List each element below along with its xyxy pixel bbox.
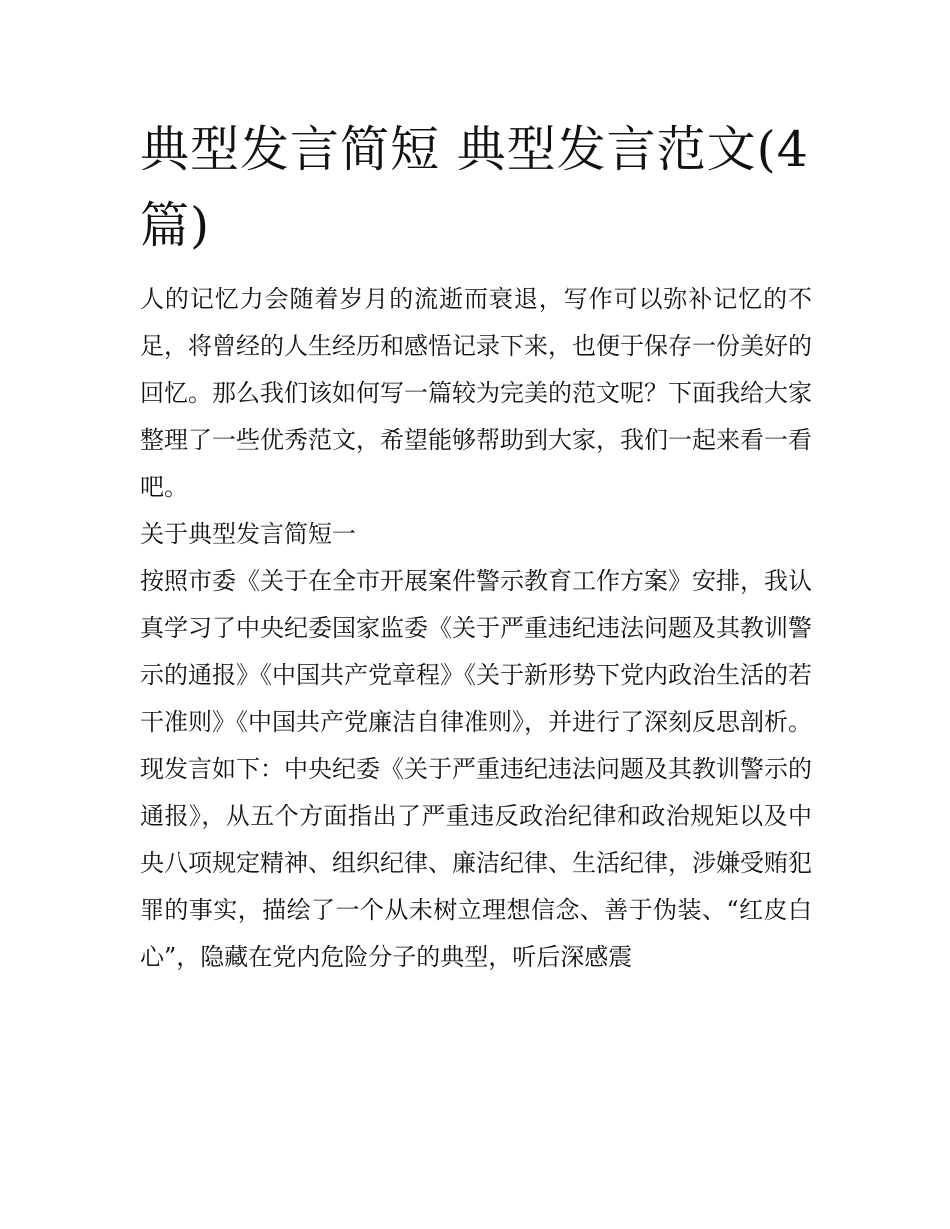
- section-heading: 关于典型发言简短一: [140, 520, 356, 548]
- document-title: 典型发言简短 典型发言范文(4篇): [140, 121, 809, 254]
- body-paragraph: 现发言如下：中央纪委《关于严重违纪违法问题及其教训警示的通报》，从五个方面指出了严重违反政治纪律和政治规矩以及中央八项规定精神、组织纪律、廉洁纪律、生活纪律，涉嫌受贿犯罪的事实，描绘了一个从未树立理想信念、善于伪装、“红皮白心”，隐藏在党内危险分子的典型，听后深感震: [140, 755, 812, 971]
- intro-paragraph: 人的记忆力会随着岁月的流逝而衰退，写作可以弥补记忆的不足，将曾经的人生经历和感悟记录下来，也便于保存一份美好的回忆。那么我们该如何写一篇较为完美的范文呢？下面我给大家整理了一些优秀范文，希望能够帮助到大家，我们一起来看一看吧。: [140, 285, 812, 501]
- document-body: [140, 112, 812, 981]
- body-paragraph: 按照市委《关于在全市开展案件警示教育工作方案》安排，我认真学习了中央纪委国家监委《关于严重违纪违法问题及其教训警示的通报》《中国共产党章程》《关于新形势下党内政治生活的若干准则》《中国共产党廉洁自律准则》，并进行了深刻反思剖析。: [140, 567, 812, 736]
